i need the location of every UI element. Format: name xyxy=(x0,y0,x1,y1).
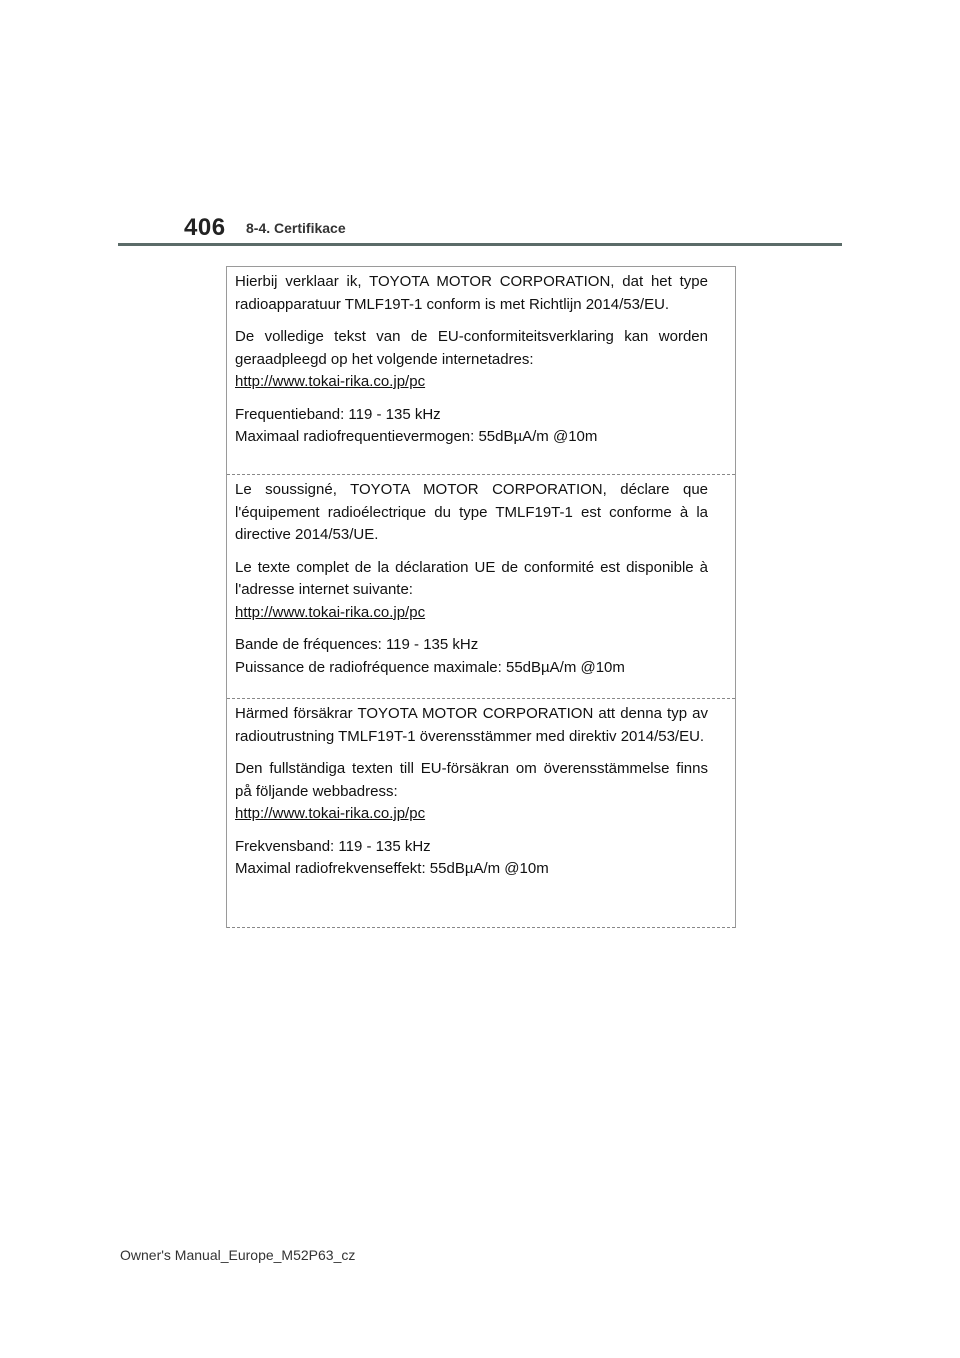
document-footer: Owner's Manual_Europe_M52P63_cz xyxy=(120,1247,356,1263)
box-bottom-border xyxy=(227,927,735,928)
radio-specs xyxy=(235,836,708,881)
full-text-availability xyxy=(235,557,708,625)
declaration-text: Hierbij verklaar ik, TOYOTA MOTOR CORPORATION, dat het type radioapparatuur TMLF19T-1 conform is met Richtlijn 2014/53/EU. xyxy=(235,273,708,313)
website-link[interactable]: http://www.tokai-rika.co.jp/pc xyxy=(235,805,426,822)
max-power: Puissance de radiofréquence maximale: 55dBµA/m @10m xyxy=(235,658,625,676)
full-text-availability xyxy=(235,758,708,826)
declaration-text: Le soussigné, TOYOTA MOTOR CORPORATION, déclare que l'équipement radioélectrique du type TMLF19T-1 est conforme à la directive 2014/53/UE. xyxy=(235,481,708,543)
certification-section-dutch xyxy=(227,267,735,449)
frequency-band: Frequentieband: 119 - 135 kHz xyxy=(235,405,441,423)
certification-section-french xyxy=(227,474,735,679)
radio-specs xyxy=(235,634,708,679)
availability-text: De volledige tekst van de EU-conformiteitsverklaring kan worden geraadpleegd op het volgende internetadres: xyxy=(235,328,708,368)
max-power: Maximal radiofrekvenseffekt: 55dBµA/m @10m xyxy=(235,860,549,877)
page-number: 406 xyxy=(184,214,226,241)
frequency-band: Frekvensband: 119 - 135 kHz xyxy=(235,837,431,855)
website-link[interactable]: http://www.tokai-rika.co.jp/pc xyxy=(235,373,426,390)
certification-box xyxy=(226,266,736,928)
full-text-availability xyxy=(235,326,708,394)
availability-text: Le texte complet de la déclaration UE de conformité est disponible à l'adresse internet suivante: xyxy=(235,558,708,598)
section-title: 8-4. Certifikace xyxy=(246,220,346,236)
availability-text: Den fullständiga texten till EU-försäkran om överensstämmelse finns på följande webbadress: xyxy=(235,760,708,800)
frequency-band: Bande de fréquences: 119 - 135 kHz xyxy=(235,636,479,653)
declaration-text: Härmed försäkrar TOYOTA MOTOR CORPORATION att denna typ av radioutrustning TMLF19T-1 överensstämmer med direktiv 2014/53/EU. xyxy=(235,705,708,745)
website-link[interactable]: http://www.tokai-rika.co.jp/pc xyxy=(235,603,426,621)
radio-specs xyxy=(235,404,708,449)
certification-section-swedish xyxy=(227,698,735,881)
header-divider xyxy=(118,243,842,246)
max-power: Maximaal radiofrequentievermogen: 55dBµA/m @10m xyxy=(235,428,598,445)
